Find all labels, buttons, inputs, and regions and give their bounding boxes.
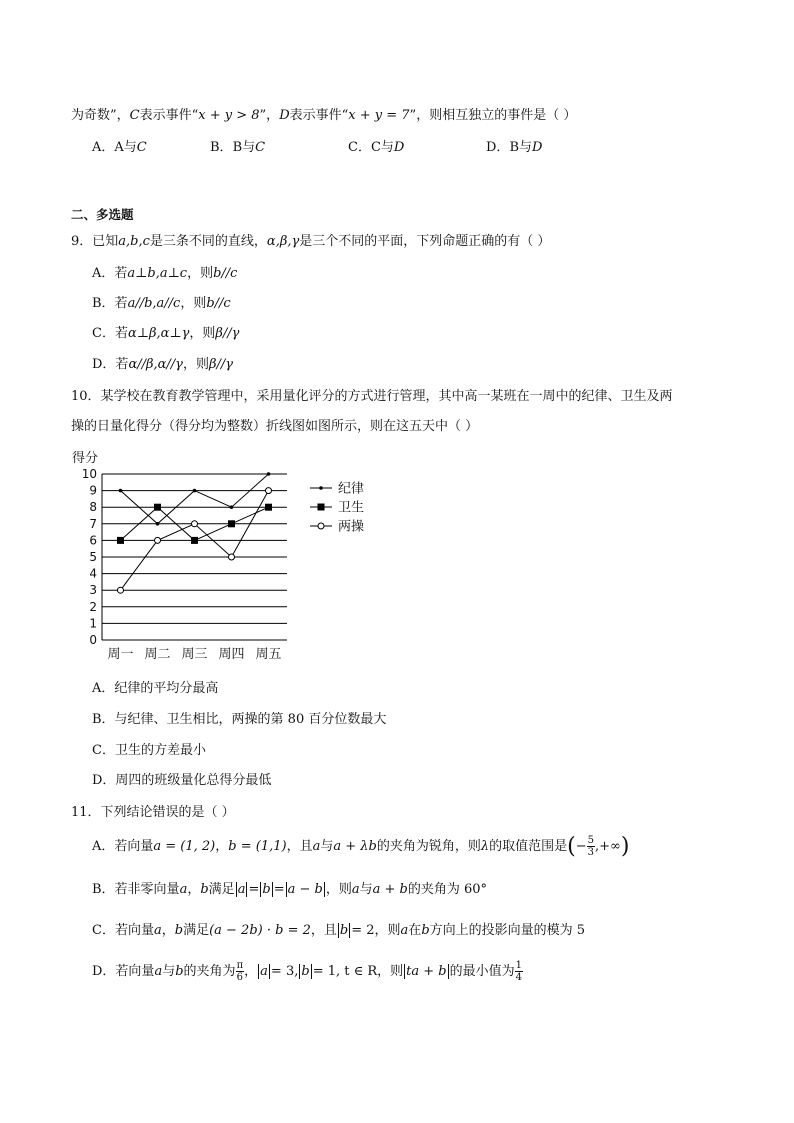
q8-var-d: D bbox=[279, 108, 290, 123]
y-tick-label: 4 bbox=[89, 566, 97, 581]
data-point bbox=[230, 505, 234, 509]
q8-expr-sum-gt-8: x + y > 8 bbox=[198, 108, 260, 123]
data-point bbox=[192, 521, 198, 527]
q8-option-c[interactable]: C．C与D bbox=[348, 140, 405, 155]
q10-stem-line-1: 10．某学校在教育教学管理中，采用量化评分的方式进行管理，其中高一某班在一周中的纪律、卫生及两 bbox=[71, 389, 673, 404]
data-point bbox=[193, 489, 197, 493]
y-tick-label: 9 bbox=[89, 483, 97, 498]
legend-marker bbox=[319, 486, 323, 490]
data-point bbox=[265, 504, 272, 511]
q11-option-b[interactable]: B．若非零向量a，b满足 a = b = a − b ，则a与a + b的夹角为 60° bbox=[92, 882, 488, 897]
y-axis-label: 得分 bbox=[72, 451, 99, 466]
legend-label: 卫生 bbox=[338, 500, 365, 516]
x-tick-label: 周三 bbox=[181, 647, 208, 662]
data-point bbox=[229, 554, 235, 560]
q8-text: 为奇数”， bbox=[71, 108, 130, 123]
fraction: $\frac{5}{3}$ bbox=[587, 835, 594, 858]
q9-stem: 9．已知a,b,c是三条不同的直线，α,β,γ是三个不同的平面，下列命题正确的有（ ） bbox=[71, 234, 551, 249]
y-tick-label: 2 bbox=[89, 599, 97, 614]
legend-marker bbox=[318, 523, 324, 529]
chart-svg bbox=[70, 448, 370, 663]
series-line-1 bbox=[121, 474, 269, 524]
y-tick-label: 1 bbox=[89, 616, 97, 631]
q9-option-d[interactable]: D．若α//β,α//γ，则β//γ bbox=[92, 357, 233, 372]
q8-option-d[interactable]: D．B与D bbox=[486, 140, 543, 155]
q8-option-b[interactable]: B．B与C bbox=[210, 140, 266, 155]
data-point bbox=[119, 489, 123, 493]
legend-label: 纪律 bbox=[338, 481, 365, 497]
data-point bbox=[191, 537, 198, 544]
data-point bbox=[118, 587, 124, 593]
y-tick-label: 7 bbox=[89, 516, 97, 531]
q10-option-c[interactable]: C．卫生的方差最小 bbox=[92, 743, 206, 758]
legend-label: 两操 bbox=[338, 519, 365, 535]
q9-option-b[interactable]: B．若a//b,a//c，则b//c bbox=[92, 296, 231, 311]
x-tick-label: 周四 bbox=[218, 647, 245, 662]
y-tick-label: 3 bbox=[89, 583, 97, 598]
data-point bbox=[154, 504, 161, 511]
q11-option-d[interactable]: D．若向量a与b的夹角为 $\frac{\pi}{6}$ ， a = 3, b = 1, t ∈ R，则 ta + b 的最小值为 $\frac{1}{4}$ bbox=[92, 960, 523, 983]
score-line-chart bbox=[70, 448, 370, 663]
y-tick-label: 5 bbox=[89, 550, 97, 564]
q8-text: ”，则相互独立的事件是（ ） bbox=[409, 108, 577, 123]
q8-option-a[interactable]: A．A与C bbox=[92, 140, 147, 155]
q10-option-d[interactable]: D．周四的班级量化总得分最低 bbox=[92, 773, 272, 788]
x-tick-label: 周二 bbox=[144, 647, 171, 662]
data-point bbox=[266, 488, 272, 494]
x-tick-label: 周一 bbox=[107, 647, 134, 662]
data-point bbox=[117, 537, 124, 544]
q9-option-c[interactable]: C．若α⊥β,α⊥γ，则β//γ bbox=[92, 326, 240, 341]
q11-option-a[interactable]: A．若向量a = (1, 2)，b = (1,1)，且a与a + λb的夹角为锐角，则λ的取值范围是(− $\frac{5}{3}$ ,+∞) bbox=[92, 834, 630, 859]
q8-stem-line bbox=[71, 104, 576, 123]
data-point bbox=[156, 522, 160, 526]
q8-text: ”， bbox=[259, 108, 280, 123]
data-point bbox=[267, 472, 271, 476]
legend-marker bbox=[318, 504, 325, 511]
q8-expr-sum-eq-7: x + y = 7 bbox=[348, 108, 410, 123]
q8-var-c: C bbox=[129, 108, 140, 123]
y-tick-label: 10 bbox=[81, 467, 97, 481]
q10-option-b[interactable]: B．与纪律、卫生相比，两操的第 80 百分位数最大 bbox=[92, 712, 387, 727]
q9-option-a[interactable]: A．若a⊥b,a⊥c，则b//c bbox=[92, 266, 238, 281]
section-heading-multi-choice: 二、多选题 bbox=[71, 207, 134, 222]
y-tick-label: 6 bbox=[89, 533, 97, 548]
q8-text: 表示事件“ bbox=[139, 108, 199, 123]
fraction: $\frac{\pi}{6}$ bbox=[236, 960, 244, 983]
fraction: $\frac{1}{4}$ bbox=[515, 960, 523, 983]
q10-stem-line-2: 操的日量化得分（得分均为整数）折线图如图所示，则在这五天中（ ） bbox=[71, 419, 479, 434]
data-point bbox=[155, 537, 161, 543]
x-tick-label: 周五 bbox=[255, 647, 282, 662]
q11-stem: 11．下列结论错误的是（ ） bbox=[71, 805, 235, 820]
y-tick-label: 0 bbox=[89, 633, 97, 647]
q11-option-c[interactable]: C．若向量a，b满足(a − 2b) · b = 2，且 b = 2，则a在b方向上的投影向量的模为 5 bbox=[92, 923, 586, 938]
data-point bbox=[228, 520, 235, 527]
q10-option-a[interactable]: A．纪律的平均分最高 bbox=[92, 681, 219, 696]
q8-text: 表示事件“ bbox=[289, 108, 349, 123]
y-tick-label: 8 bbox=[89, 500, 97, 515]
